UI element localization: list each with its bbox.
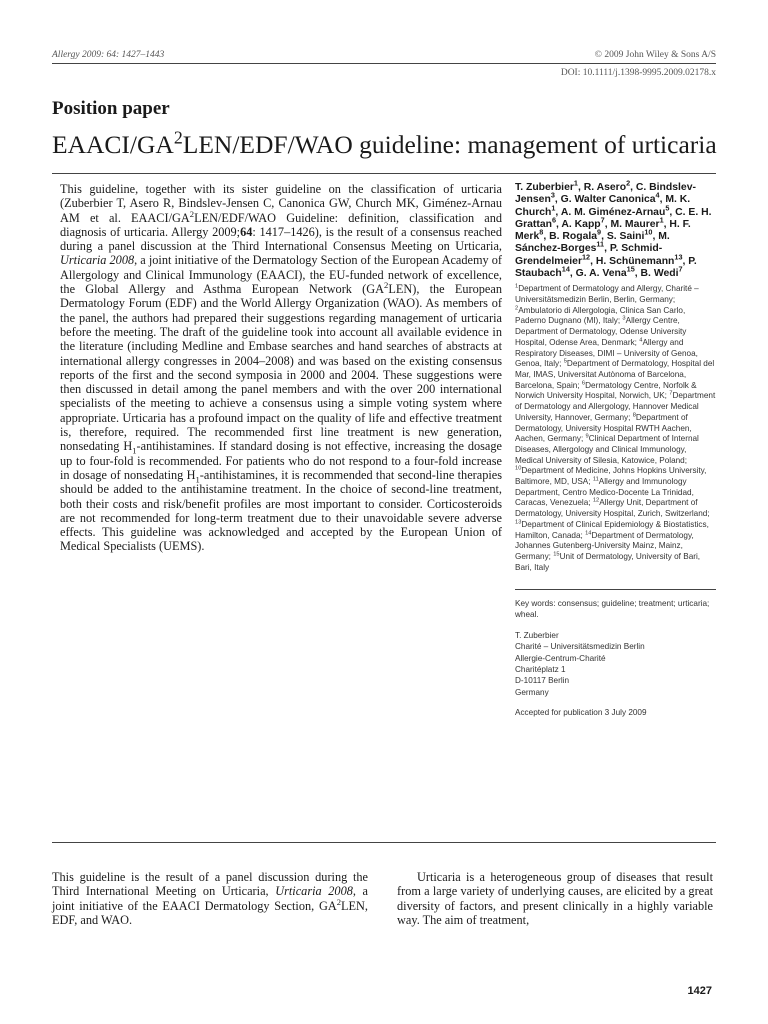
author-affiliation-ref: 8 [539,227,544,237]
affiliation-text: Department of Dermatology and Allergy, Charité – Universitätsmedizin Berlin, Berlin, Germany; [515,284,699,305]
correspondence-line: Germany [515,687,549,697]
body-paragraph: Urticaria is a heterogeneous group of diseases that result from a large variety of underlying causes, are elicited by a great diversity of factors, and present clinically in a highly variable way. The aim of treatment, [397,870,713,927]
affiliation-text: Department of Dermatology, Hospital del Mar, IMAS, Universitat Autònoma of Barcelona, Barcelona, Spain; [515,359,715,390]
author-affiliation-ref: 1 [573,178,578,188]
affiliation-number: 5 [563,358,567,365]
affiliation-number: 14 [585,529,592,536]
affiliation-text: Department of Clinical Epidemiology & Biostatistics, Hamilton, Canada; [515,519,709,540]
author-affiliation-ref: 7 [678,264,683,274]
affiliation-text: Unit of Dermatology, University of Bari, Bari, Italy [515,551,701,572]
author-name: P. Schmid-Grendelmeier [515,243,663,267]
author-name: A. M. Giménez-Arnau [560,206,666,218]
author-name: M. K. Church [515,194,691,218]
author-name: C. Bindslev-Jensen [515,182,696,206]
author-affiliation-ref: 10 [644,227,653,237]
affiliation-text: Clinical Department of Internal Diseases, Allergology and Clinical Immunology, Medical University of Silesia, Katowice, Poland; [515,434,699,465]
affiliation-number: 3 [622,315,626,322]
author-affiliation-ref: 15 [626,264,635,274]
affiliation-text: Allergy and Immunology Department, Centro Medico-Docente La Trinidad, Caracas, Venezuela; [515,477,694,508]
abstract-text: This guideline, together with its sister guideline on the classification of urticaria (Zuberbier T, Asero R, Bindslev-Jensen C, Canonica GW, Church MK, Giménez-Arnau AM et al. EAACI/$GA^2LEN/EDF$/WAO Guideline: definition, classification and diagnosis of urticaria. Allergy 2009;64: 1417–1426), is the result of a consensus reached during a panel discussion at the Third International Consensus Meeting on Urticaria, Urticaria 2008, a joint initiative of the Dermatology Section of the European Academy of Allergology and Clinical Immunology (EAACI), the EU-funded network of excellence, the Global Allergy and Asthma European Network $(GA^2LEN)$, the European Dermatology Forum (EDF) and the World Allergy Organization (WAO). As members of the panel, the authors had prepared their suggestions regarding management of urticaria before the meeting. The draft of the guideline took into account all available evidence in the literature (including Medline and Embase searches and hand searches of abstracts at international allergy congresses in 2004–2008) and was based on the existing consensus reports of the first and the second symposia in 2000 and 2004. These suggestions were then discussed in detail among the panel members and with the over 200 international specialists of the meeting to achieve a consensus using a simple voting system where appropriate. Urticaria has a profound impact on the quality of life and effective treatment is, therefore, required. The recommended first line treatment is new generation, nonsedating $H_1$-antihistamines. If standard dosing is not effective, increasing the dosage up to four-fold is recommended. For patients who do not respond to a four-fold increase in dosage of nonsedating $H_1$-antihistamines, it is recommended that second-line therapies should be added to the antihistamine treatment. In the choice of second-line treatment, both their costs and risk/benefit profiles are most important to consider. Corticosteroids are not recommended for long-term treatment due to their unavoidable severe adverse effects. This guideline was acknowledged and accepted by the European Union of Medical Specialists (UEMS). [60,182,503,554]
affiliation-number: 8 [632,412,636,419]
affiliation-number: 2 [515,305,519,312]
affiliation-number: 10 [515,465,522,472]
journal-citation: Allergy 2009: 64: 1427–1443 [52,50,165,60]
affiliation-text: Department of Medicine, Johns Hopkins University, Baltimore, MD, USA; [515,466,707,487]
title-rule [52,173,716,174]
author-affiliation-ref: 12 [582,252,591,262]
author-name: M. Sánchez-Borges [515,231,670,255]
page-number: 1427 [687,985,712,997]
author-name: S. Saini [606,231,645,243]
keywords: Key words: consensus; guideline; treatment; urticaria; wheal. [515,599,710,620]
author-affiliation-ref: 1 [659,215,664,225]
correspondence-line: Allergie-Centrum-Charité [515,653,606,663]
author-affiliation-ref: 4 [655,190,660,200]
author-name: G. Walter Canonica [560,194,656,206]
affiliation-number: 6 [581,379,586,386]
affiliation-number: 13 [515,519,522,526]
correspondence-line: D-10117 Berlin [515,676,570,686]
correspondence-address [515,630,716,698]
author-affiliation-ref: 7 [600,215,605,225]
author-name: M. Maurer [610,218,660,230]
author-affiliation-ref: 9 [597,227,602,237]
author-affiliation-ref: 1 [551,203,556,213]
abstract [60,182,502,554]
author-name: C. E. H. Grattan [515,206,712,230]
author-name: B. Wedi [640,268,679,280]
author-name: R. Asero [583,182,627,193]
affiliation-number: 1 [515,283,519,290]
affiliation-text: Allergy Unit, Department of Dermatology, University Hospital, Zurich, Switzerland; [515,498,710,519]
author-name: B. Rogala [549,231,598,243]
correspondence-line: Charité – Universitätsmedizin Berlin [515,642,645,652]
affiliation-text: Allergy and Respiratory Diseases, DIMI – University of Genoa, Genoa, Italy; [515,337,698,369]
sidebar-rule [515,589,716,590]
author-affiliation-ref: 11 [596,240,605,250]
copyright-notice: © 2009 John Wiley & Sons A/S [594,50,716,60]
doi: DOI: 10.1111/j.1398-9995.2009.02178.x [560,68,716,78]
affiliation-number: 7 [669,390,673,397]
header-rule [52,63,716,64]
accepted-date: Accepted for publication 3 July 2009 [515,708,647,718]
affiliation-number: 15 [553,551,560,558]
article-title: EAACI/$GA^2LEN/EDF$/WAO guideline: management of urticaria [52,127,717,159]
affiliation-text: Department of Dermatology and Allergology, Hannover Medical University, Hannover, Germany; [515,391,716,422]
author-affiliation-ref: 14 [561,264,570,274]
author-name: H. F. Merk [515,218,691,243]
affiliation-number: 12 [592,497,600,504]
author-name: A. Kapp [561,218,601,230]
affiliation-text: Department of Dermatology, Johannes Gutenberg-University Mainz, Mainz, Germany; [515,530,694,561]
affiliation-text: Dermatology Centre, Norfolk & Norwich University Hospital, Norwich, UK; [515,380,697,401]
author-affiliation-ref: 2 [626,178,631,188]
affiliation-text: Allergy Centre, Department of Dermatology, Odense University Hospital, Odense Area, Denmark; [515,316,687,347]
author-name: H. Schünemann [595,255,675,267]
correspondence-line: T. Zuberbier [515,630,559,640]
author-affiliation-ref: 13 [674,252,683,262]
correspondence-line: Charitéplatz 1 [515,664,566,674]
author-list: T. Zuberbier$^1$, R. Asero$^2$, C. Bindslev-Jensen$^3$, G. Walter Canonica$^4$, M. K. Church$^1$, A. M. Giménez-Arnau$^5$, C. E. H. Grattan$^6$, A. Kapp$^7$, M. Maurer$^1$, H. F. Merk$^8$, B. Rogala$^9$, S. Saini$^{10}$, M. Sánchez-Borges$^{11}$, P. Schmid-Grendelmeier$^{12}$, H. Schünemann$^{13}$, P. Staubach$^{14}$, G. A. Vena$^{15}$, B. Wedi$^7$ [515,178,712,280]
author-name: G. A. Vena [575,268,627,280]
body-column-right [397,870,713,927]
author-affiliation-ref: 6 [551,215,556,225]
author-name: P. Staubach [515,255,697,280]
author-affiliation-ref: 3 [550,190,555,200]
article-type: Position paper [52,98,170,119]
author-name: T. Zuberbier [515,182,574,193]
abstract-rule [52,842,716,843]
body-column-left [52,870,368,927]
affiliation-list [515,284,716,573]
affiliation-number: 11 [592,476,599,483]
affiliation-text: Department of Dermatology, University Hospital RWTH Aachen, Aachen, Germany; [515,412,692,444]
body-paragraph: This guideline is the result of a panel discussion during the Third International Meeting on Urticaria, Urticaria 2008, a joint initiative of the EAACI Dermatology Section, $GA^2LEN$, EDF, and WAO. [52,870,369,927]
article-sidebar [515,178,716,719]
affiliation-text: Ambulatorio di Allergologia, Clinica San Carlo, Paderno Dugnano (MI), Italy; [515,305,686,326]
affiliation-number: 4 [639,337,643,344]
affiliation-number: 9 [585,433,589,440]
author-affiliation-ref: 5 [665,203,670,213]
